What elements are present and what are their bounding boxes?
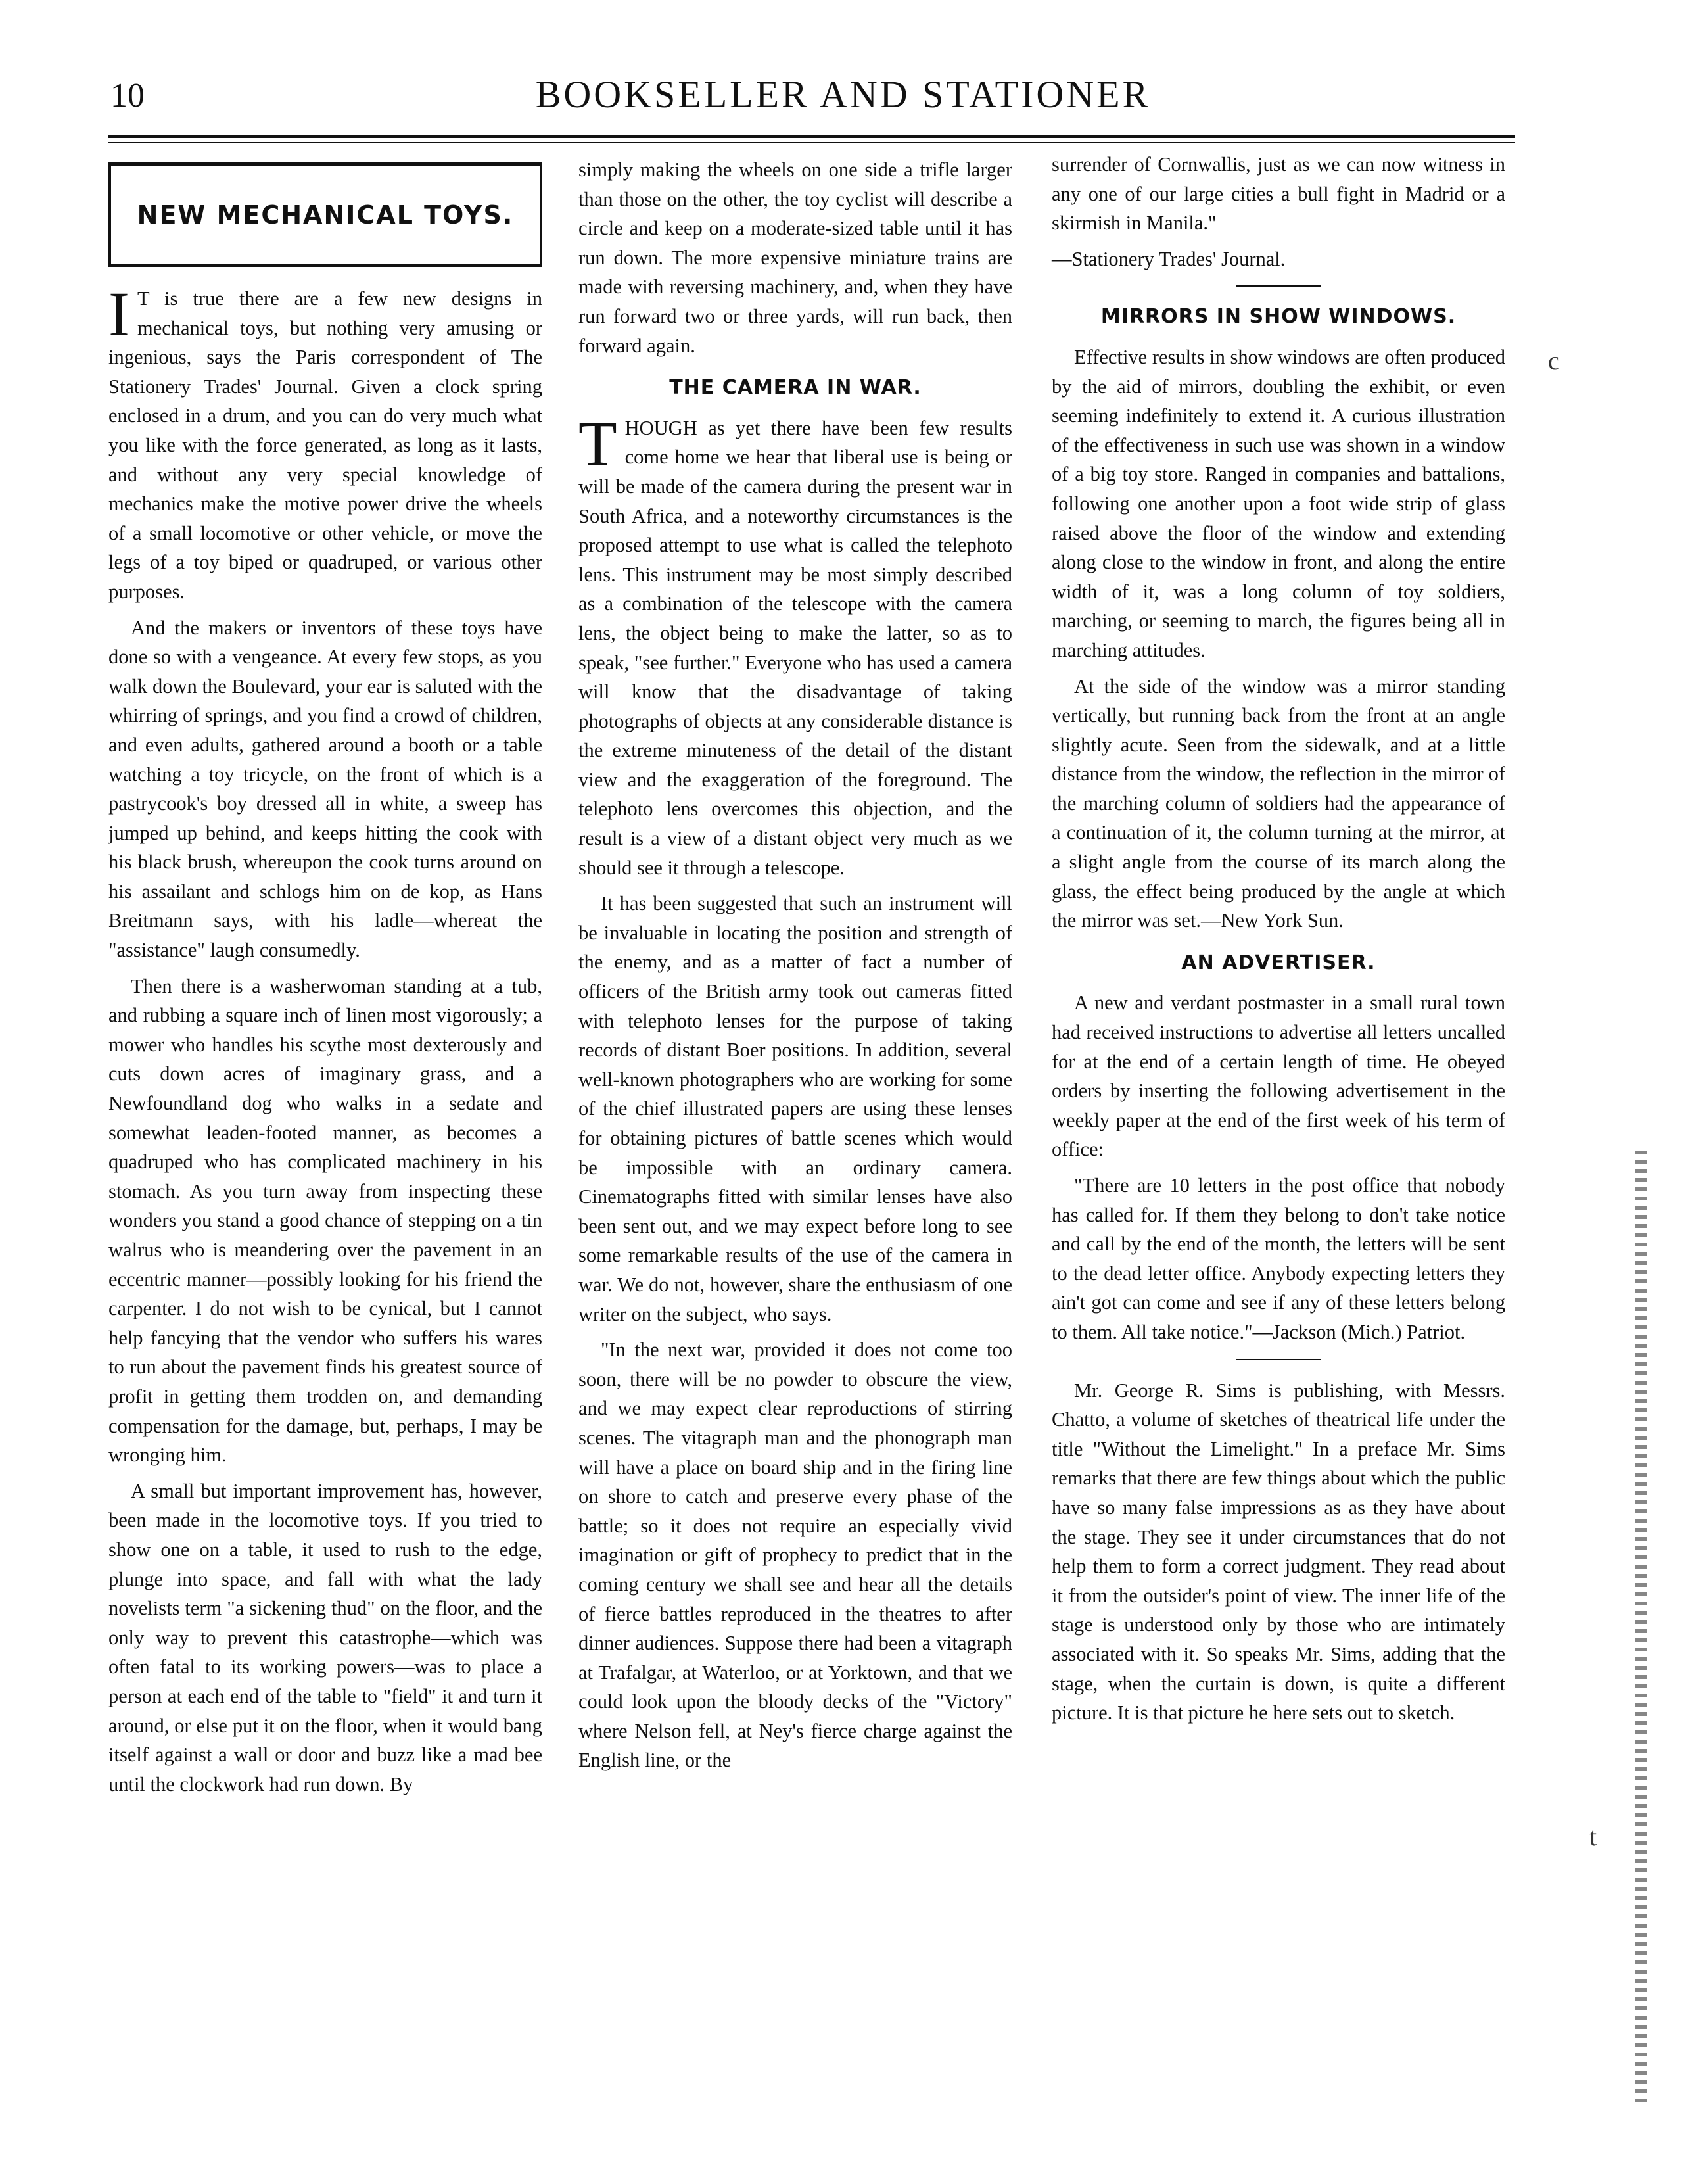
- column-2: [578, 155, 1012, 1782]
- article-paragraph: And the makers or inventors of these toys have done so with a vengeance. At every few stops, as you walk down the Boulevard, your ear is saluted with the whirring of springs, and you find a crowd of children, and even adults, gathered around a booth or a table watching a toy tricycle, on the front of which is a pastrycook's boy dressed all in white, a sweep has jumped up behind, and keeps hitting the cook with his black brush, whereupon the cook turns around on his assailant and schlogs him on de kop, as Hans Breitmann says, with his ladle—whereat the "assistance" laugh consumedly.: [108, 616, 542, 962]
- header-rule-thin: [108, 142, 1515, 143]
- drop-cap: T: [578, 408, 617, 479]
- article-paragraph: Then there is a washerwoman standing at a tub, and rubbing a square inch of linen most vigorously; a mower who handles his scythe most dexterously and cuts down acres of imaginary grass, and a Newfoundland dog who walks in a sedate and somewhat leaden-footed manner, as becomes a quadruped who has complicated machinery in his stomach. As you turn away from inspecting these wonders you stand a good chance of stepping on a tin walrus who is meandering over the pavement in an eccentric manner—possibly looking for his friend the carpenter. I do not wish to be cynical, but I cannot help fancying that the vendor who suffers his wares to run about the pavement finds his greatest source of profit in getting them trodden on, and demanding compensation for the damage, but, perhaps, I may be wronging him.: [108, 974, 542, 1467]
- article-paragraph: [578, 408, 1012, 883]
- running-title: BOOKSELLER AND STATIONER: [535, 73, 1151, 116]
- article-title-camera-in-war: THE CAMERA IN WAR.: [669, 376, 922, 400]
- section-divider: [1236, 285, 1321, 287]
- article-paragraph-continued: surrender of Cornwallis, just as we can now witness in any one of our large cities a bull fight in Madrid or a skirmish in Manila.": [1052, 153, 1505, 235]
- article-paragraph: A small but important improvement has, however, been made in the locomotive toys. If you tried to show one on a table, it used to rush to the edge, plunge into space, and fall with what the lady novelists term "a sickening thud" on the floor, and the only way to prevent this catastrophe—which was often fatal to its working powers—was to place a person at each end of the table to "field" it and turn it around, or else put it on the floor, when it would bang itself against a wall or door and buzz like a mad bee until the clockwork had run down. By: [108, 1479, 542, 1795]
- scan-artifact-mark: c: [1548, 346, 1560, 375]
- scan-edge-marks: [1635, 1151, 1647, 2104]
- article-paragraph: Mr. George R. Sims is publishing, with Messrs. Chatto, a volume of sketches of theatrical life under the title "Without the Limelight." In a preface Mr. Sims remarks that there are few things about which the public have so many false impressions as as they have about the stage. They see it under circumstances that do not help them to form a correct judgment. They read about it from the outsider's point of view. The inner life of the stage is understood only by those who are intimately associated with it. So speaks Mr. Sims, adding that the stage, when the curtain is down, is quite a different picture. It is that picture he here sets out to sketch.: [1052, 1379, 1505, 1724]
- article-paragraph: "There are 10 letters in the post office that nobody has called for. If them they belong to don't take notice and call by the end of the month, the letters will be sent to the dead letter office. Anybody expecting letters they ain't got can come and see if any of these letters belong to them. All take notice."—Jackson (Mich.) Patriot.: [1052, 1174, 1505, 1343]
- article-title-advertiser: AN ADVERTISER.: [1181, 951, 1376, 974]
- article-paragraph: A new and verdant postmaster in a small rural town had received instructions to advertise all letters uncalled for at the end of a certain length of time. He obeyed orders by inserting the following advertisement in the weekly paper at the end of the first week of his term of office:: [1052, 991, 1505, 1161]
- header-rule: [108, 135, 1515, 138]
- column-1: [108, 158, 542, 1805]
- article-title-mirrors: MIRRORS IN SHOW WINDOWS.: [1100, 305, 1457, 329]
- article-paragraph: "In the next war, provided it does not come too soon, there will be no powder to obscure the view, and we may expect clear reproductions of stirring scenes. The vitagraph man and the phonograph man will have a place on board ship and in the firing line on shore to catch and preserve every phase of the battle; so it does not require an especially vivid imagination or gift of prophecy to predict that in the coming century we shall see and hear all the details of fierce battles reproduced in the theatres to after dinner audiences. Suppose there had been a vitagraph at Trafalgar, at Waterloo, or at Yorktown, and that we could look upon the bloody decks of the "Victory" where Nelson fell, at Ney's fierce charge against the English line, or the: [578, 1339, 1012, 1772]
- drop-cap: I: [108, 279, 129, 349]
- article-paragraph: Effective results in show windows are often produced by the aid of mirrors, doubling the exhibit, or even seeming indefinitely to extend it. A curious illustration of the effectiveness in such use was shown in a window of a big toy store. Ranged in companies and battalions, following one another upon a foot wide strip of glass raised above the floor of the window and extending along close to the window in front, and along the entire width of it, was a long column of toy soldiers, marching, or seeming to march, the figures being all in marching attitudes.: [1052, 345, 1505, 661]
- article-paragraph-continued: simply making the wheels on one side a trifle larger than those on the other, the toy cyclist will describe a circle and keep on a moderate-sized table until it has run down. The more expensive miniature trains are made with reversing machinery, and, when they have run forward two or three yards, will run back, then forward again.: [578, 158, 1012, 357]
- paragraph-text: HOUGH as yet there have been few results come home we hear that liberal use is being or will be made of the camera during the present war in South Africa, and a noteworthy circumstances is the proposed attempt to use what is called the telephoto lens. This instrument may be most simply described as a combination of the telescope with the camera lens, the object being to make the latter, so as to speak, "see further." Everyone who has used a camera will know that the disadvantage of taking photographs of objects at any considerable distance is the extreme minuteness of the detail of the distant view and the exaggeration of the foreground. The telephoto lens overcomes this objection, and the result is a view of a distant object very much as we should see it through a telescope.: [578, 416, 1012, 879]
- source-attribution: —Stationery Trades' Journal.: [1052, 247, 1286, 270]
- article-paragraph: At the side of the window was a mirror standing vertically, but running back from the front at an angle slightly acute. Seen from the sidewalk, and at a little distance from the window, the reflection in the mirror of the marching column of soldiers had the appearance of a continuation of it, the column turning at the mirror, at a slight angle from the course of its march along the glass, the effect being produced by the angle at which the mirror was set.—New York Sun.: [1052, 675, 1505, 932]
- article-paragraph: [108, 279, 542, 607]
- article-title-mechanical-toys: NEW MECHANICAL TOYS.: [108, 162, 542, 267]
- page-number: 10: [110, 77, 145, 114]
- article-paragraph: It has been suggested that such an instrument will be invaluable in locating the position and strength of the enemy, and as a matter of fact a number of officers of the British army took out cameras fitted with telephoto lenses for the purpose of taking records of distant Boer positions. In addition, several well-known photographers who are working for some of the chief illustrated papers are using these lenses for obtaining pictures of battle scenes which would be impossible with an ordinary camera. Cinematographs fitted with similar lenses have also been sent out, and we may expect before long to see some remarkable results of the use of the camera in war. We do not, however, share the enthusiasm of one writer on the subject, who says.: [578, 892, 1012, 1325]
- scan-artifact-mark: t: [1589, 1822, 1597, 1851]
- section-divider: [1236, 1359, 1321, 1360]
- paragraph-text: T is true there are a few new designs in mechanical toys, but nothing very amusing or ingenious, says the Paris correspondent of The Stationery Trades' Journal. Given a clock spring enclosed in a drum, and you can do very much what you like with the force generated, as long as it lasts, and without any very special knowledge of mechanics make the motive power drive the wheels of a small locomotive or other vehicle, or move the legs of a toy biped or quadruped, or various other purposes.: [108, 287, 542, 603]
- column-3: [1052, 150, 1505, 1734]
